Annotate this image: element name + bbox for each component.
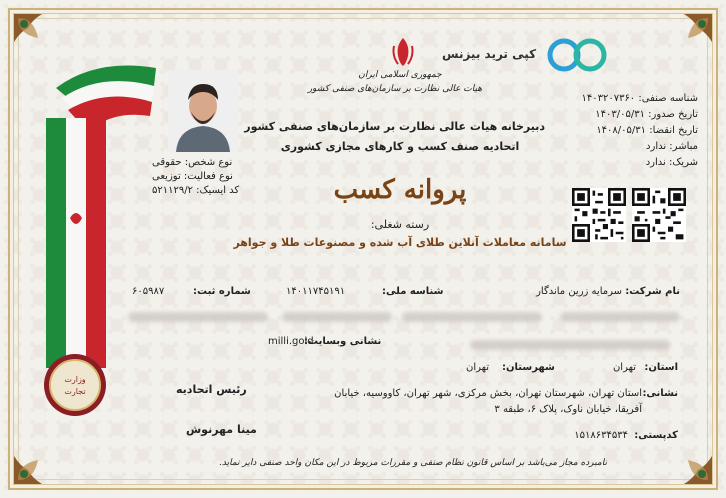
svg-text:وزارت: وزارت <box>64 375 86 384</box>
redacted-field <box>402 312 542 322</box>
signer-title: رئیس اتحادیه <box>176 383 247 396</box>
city-label: شهرستان: <box>502 362 555 373</box>
national-id-value: ۱۴۰۱۱۷۴۵۱۹۱ <box>286 286 346 297</box>
company-name-label: نام شرکت: <box>625 286 680 297</box>
postal-value: ۱۵۱۸۶۳۴۵۳۴ <box>574 430 628 441</box>
guild-id: شناسه صنفی: ۱۴۰۳۲۰۷۳۶۰ <box>581 93 698 104</box>
partner: شریک: ندارد <box>645 157 698 168</box>
union-line: اتحادیه صنف کسب و کارهای مجازی کشوری <box>280 140 520 153</box>
website-value[interactable]: milli.gold <box>268 336 314 347</box>
mobasher: مباشر: ندارد <box>646 141 698 152</box>
emblem-icon <box>390 36 416 68</box>
footer-note: نامبرده مجاز می‌باشد بر اساس قانون نظام صنفی و مقررات مربوط در این مکان واحد صنفی دایر نماید. <box>218 458 607 468</box>
license-title: پروانه کسب <box>333 175 467 205</box>
redacted-field <box>470 340 670 350</box>
postal-label: کدپستی: <box>634 430 678 441</box>
isic-code: کد ایسیک: ۵۲۱۱۲۹/۲ <box>152 185 240 196</box>
qr-code[interactable] <box>632 188 686 242</box>
secretariat-line: دبیرخانه هیات عالی نظارت بر سازمان‌های صنفی کشور <box>244 120 545 133</box>
svg-text:تجارت: تجارت <box>64 387 86 396</box>
corner-ornament-icon <box>670 12 714 56</box>
corner-ornament-icon <box>670 442 714 486</box>
qr-code[interactable] <box>572 188 626 242</box>
corner-ornament-icon <box>12 12 56 56</box>
brand-name: کپی ترید بیزنس <box>442 47 537 61</box>
registration-value: ۶۰۵۹۸۷ <box>132 286 165 297</box>
category-label: رسته شغلی: <box>370 218 430 231</box>
address-line2: آفریقا، خیابان ناوک، پلاک ۶، طبقه ۳ <box>494 404 642 415</box>
seal-icon <box>42 352 108 418</box>
registration-label: شماره ثبت: <box>193 286 251 297</box>
province-label: استان: <box>644 362 678 373</box>
corner-ornament-icon <box>12 442 56 486</box>
signer-name: مینا مهرنوش <box>186 423 257 436</box>
brand-logo-icon <box>544 36 610 74</box>
activity-type: نوع فعالیت: توزیعی <box>152 171 233 182</box>
owner-photo <box>168 70 238 152</box>
city-value: تهران <box>466 362 490 373</box>
flag-ribbon <box>36 58 165 373</box>
republic-line2: هیات عالی نظارت بر سازمان‌های صنفی کشور <box>307 84 482 94</box>
province-value: تهران <box>612 362 636 373</box>
company-name-value: سرمایه زرین ماندگار <box>536 286 622 297</box>
redacted-field <box>282 312 392 322</box>
category-value: سامانه معاملات آنلاین طلای آب شده و مصنوعات طلا و جواهر <box>233 236 567 249</box>
redacted-field <box>560 312 680 322</box>
republic-line1: جمهوری اسلامی ایران <box>358 70 442 80</box>
expiry-date: تاریخ انقضا: ۱۴۰۸/۰۵/۳۱ <box>596 125 698 136</box>
issue-date: تاریخ صدور: ۱۴۰۳/۰۵/۳۱ <box>595 109 698 120</box>
address-line1: استان تهران، شهرستان تهران، بخش مرکزی، شهر تهران، کاووسیه، خیابان <box>334 388 642 399</box>
redacted-field <box>128 312 268 322</box>
person-type: نوع شخص: حقوقی <box>152 157 233 168</box>
national-id-label: شناسه ملی: <box>382 286 444 297</box>
website-label: نشانی وبسایت: <box>304 336 382 347</box>
address-label: نشانی: <box>642 388 678 399</box>
